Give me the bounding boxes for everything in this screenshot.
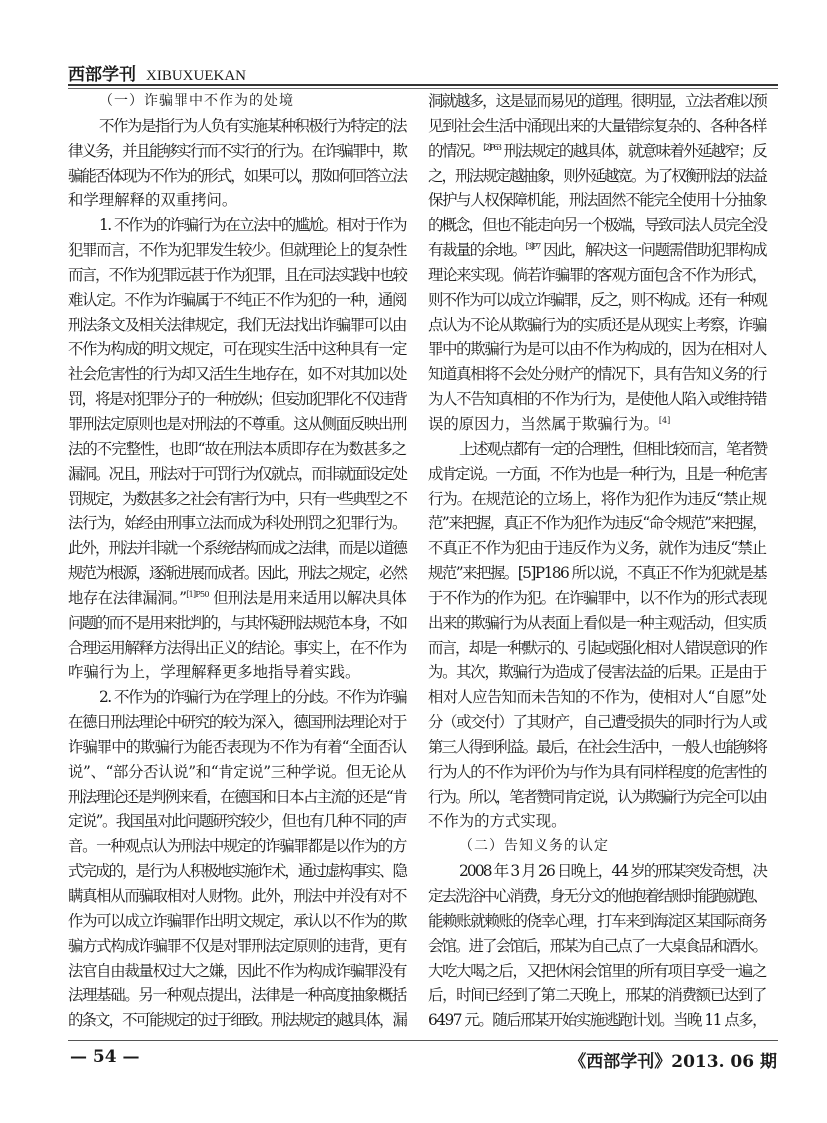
paragraph-line: [68, 586, 406, 611]
line-text: 有裁量的余地。: [428, 241, 526, 260]
line-content: 行为人的不作为评价为与作为具有同样程度的危害性的: [428, 762, 766, 781]
line-text: 但刑法是用来适用以解决具体: [208, 588, 406, 607]
right-column: [428, 89, 766, 1033]
paragraph-line: [428, 934, 766, 959]
paragraph-line: [68, 785, 406, 810]
paragraph-line: [68, 288, 406, 313]
paragraph-line: [68, 114, 406, 139]
paragraph-line: [428, 263, 766, 288]
paragraph-line: [68, 487, 406, 512]
paragraph-line: [428, 387, 766, 412]
paragraph-line: [428, 685, 766, 710]
paragraph-line: [428, 313, 766, 338]
paragraph-line: [428, 337, 766, 362]
line-content: 瞒真相从而骗取相对人财物。此外，刑法中并没有对不: [68, 887, 406, 905]
paragraph-line: [68, 884, 406, 909]
line-content: 大吃大喝之后，又把休闲会馆里的所有项目享受一遍之: [428, 961, 766, 980]
line-content: 会馆。进了会馆后，邢某为自己点了一大桌食品和酒水。: [428, 936, 766, 955]
line-content: 咋骗行为上，学理解释更多地指导着实践。: [68, 663, 361, 682]
paragraph-line: [428, 909, 766, 934]
line-text: 因此，解决这一问题需借助犯罪构成: [539, 241, 766, 260]
line-content: 漏洞。况且，刑法对于可罚行为仅就点，而非就面设定处: [68, 464, 406, 483]
line-content: 2008 年 3 月 26 日晚上，44 岁的邢某突发奇想，决: [459, 862, 766, 881]
line-content: 不作为是指行为人负有实施某种积极行为特定的法: [99, 116, 406, 135]
paragraph-line: [428, 809, 766, 834]
line-content: 法行为，始经由刑事立法而成为科处刑罚之犯罪行为。: [68, 514, 406, 533]
line-content: [428, 142, 766, 160]
line-content: [428, 241, 766, 259]
journal-name-cn: 西部学刊: [68, 65, 136, 85]
citation-superscript: [1]P50: [186, 589, 209, 599]
paragraph-line: [68, 437, 406, 462]
line-content: 罪刑法定原则也是对刑法的不尊重。这从侧面反映出刑: [68, 414, 406, 433]
line-content: 行为。所以，笔者赞同肯定说，认为欺骗行为完全可以由: [428, 787, 766, 806]
paragraph-line: [428, 710, 766, 735]
paragraph-line: [68, 188, 406, 213]
paragraph-line: [428, 511, 766, 536]
paragraph-line: [68, 213, 406, 238]
paragraph-line: [428, 636, 766, 661]
citation-superscript: [4]: [658, 415, 671, 425]
paragraph-line: [428, 188, 766, 213]
line-content: 问题的而不是用来批判的，与其怀疑刑法规范本身，不如: [68, 613, 406, 632]
section-heading: [428, 834, 766, 859]
line-content: [428, 415, 670, 433]
paragraph-line: [68, 139, 406, 164]
line-content: [68, 589, 406, 607]
line-text: 的情况。: [428, 141, 484, 160]
paragraph-line: [428, 785, 766, 810]
line-content: 之，刑法规定越抽象，则外延越宽。为了权衡刑法的法益: [428, 166, 766, 185]
paragraph-line: [428, 884, 766, 909]
line-content: 2. 不作为的诈骗行为在学理上的分歧。不作为诈骗: [99, 688, 406, 707]
paragraph-line: [68, 809, 406, 834]
line-content: （一）诈骗罪中不作为的处境: [99, 93, 294, 109]
line-content: 规范为根源，逐渐进展而成者。因此，刑法之规定，必然: [68, 564, 406, 583]
line-content: 作为可以成立诈骗罪作出明文规定，承认以不作为的欺: [68, 911, 406, 930]
line-content: 规范”来把握。[5]P186 所以说，不真正不作为犯就是基: [428, 564, 766, 583]
line-content: 后，时间已经到了第二天晚上，邢某的消费额已达到了: [428, 986, 766, 1005]
line-content: 式完成的，是行为人积极地实施诈术，通过虚构事实、隐: [68, 862, 406, 881]
paragraph-line: [428, 139, 766, 164]
line-content: 不作为的方式实现。: [428, 812, 567, 831]
paragraph-line: [428, 487, 766, 512]
paragraph-line: [68, 462, 406, 487]
footer-rule: [68, 1040, 778, 1041]
line-text: 地存在法律漏洞。”: [68, 588, 187, 607]
paragraph-line: [68, 1008, 406, 1033]
paragraph-line: [68, 164, 406, 189]
paragraph-line: [428, 288, 766, 313]
paragraph-line: [68, 313, 406, 338]
line-content: 则不作为可以成立诈骗罪，反之，则不构成。还有一种观: [428, 290, 766, 309]
line-content: 骗能否体现为不作为的形式，如果可以，那如何回答立法: [68, 166, 406, 185]
paragraph-line: [68, 611, 406, 636]
line-content: 出来的欺骗行为从表面上看似是一种主观活动，但实质: [428, 613, 766, 632]
line-content: 犯罪而言，不作为犯罪发生较少。但就理论上的复杂性: [68, 241, 406, 260]
line-text: 误的原因力，当然属于欺骗行为。: [428, 414, 659, 433]
line-content: 洞就越多，这是显而易见的道理。很明显，立法者难以预: [428, 92, 766, 110]
line-content: 诈骗罪中的欺骗行为能否表现为不作为有着“全面否认: [68, 737, 406, 756]
line-content: 说”、“部分否认说”和“肯定说”三种学说。但无论从: [68, 762, 406, 781]
paragraph-line: [428, 959, 766, 984]
paragraph-line: [68, 536, 406, 561]
paragraph-line: [68, 859, 406, 884]
paragraph-line: [68, 735, 406, 760]
paragraph-line: [428, 760, 766, 785]
paragraph-line: [428, 859, 766, 884]
line-content: 行为。在规范论的立场上，将作为犯作为违反“禁止规: [428, 489, 766, 508]
paragraph-line: [428, 238, 766, 263]
paragraph-line: [428, 586, 766, 611]
header-rule: [68, 84, 778, 86]
paragraph-line: [428, 1008, 766, 1033]
line-content: 定说”。我国虽对此问题研究较少，但也有几种不同的声: [68, 812, 406, 831]
line-content: 罪中的欺骗行为是可以由不作为构成的，因为在相对人: [428, 340, 766, 359]
line-content: 成肯定说。一方面，不作为也是一种行为，且是一种危害: [428, 464, 766, 483]
paragraph-line: [428, 437, 766, 462]
paragraph-line: [68, 710, 406, 735]
line-content: 相对人应告知而未告知的不作为，使相对人“自愿”处: [428, 688, 766, 707]
paragraph-line: [428, 213, 766, 238]
line-content: 不真正不作为犯由于违反作为义务，就作为违反“禁止: [428, 539, 766, 558]
paragraph-line: [428, 462, 766, 487]
line-content: 分（或交付）了其财产，自己遭受损失的同时行为人或: [428, 713, 766, 732]
paragraph-line: [68, 934, 406, 959]
left-column: [68, 89, 406, 1033]
line-content: 法理基础。另一种观点提出，法律是一种高度抽象概括: [68, 986, 406, 1005]
line-content: 定去洗浴中心消费，身无分文的他抱着结账时能跑就跑、: [428, 887, 766, 905]
page-number: — 54 —: [70, 1047, 140, 1067]
line-content: 和学理解释的双重拷问。: [68, 191, 238, 210]
paragraph-line: [68, 760, 406, 785]
paragraph-line: [68, 959, 406, 984]
line-content: 点认为不论从欺骗行为的实质还是从现实上考察，诈骗: [428, 315, 766, 334]
paragraph-line: [68, 834, 406, 859]
journal-issue: 《西部学刊》2013. 06 期: [569, 1052, 777, 1072]
line-content: 在德日刑法理论中研究的较为深入，德国刑法理论对于: [68, 713, 406, 732]
line-content: 第三人得到利益。最后，在社会生活中，一般人也能够将: [428, 737, 766, 756]
line-content: 而言，不作为犯罪远甚于作为犯罪，且在司法实践中也较: [68, 265, 406, 284]
paragraph-line: [68, 238, 406, 263]
line-content: 刑法条文及相关法律规定，我们无法找出诈骗罪可以由: [68, 315, 406, 334]
line-content: 知道真相将不会处分财产的情况下，具有告知义务的行: [428, 365, 766, 384]
line-content: 合理运用解释方法得出正义的结论。事实上，在不作为: [68, 638, 406, 657]
line-content: 6497 元。随后邢某开始实施逃跑计划。当晚 11 点多，: [428, 1011, 766, 1030]
paragraph-line: [428, 164, 766, 189]
line-content: 1. 不作为的诈骗行为在立法中的尴尬。相对于作为: [99, 216, 406, 235]
line-content: 骗方式构成诈骗罪不仅是对罪刑法定原则的违背，更有: [68, 936, 406, 955]
paragraph-line: [68, 636, 406, 661]
line-content: 法官自由裁量权过大之嫌，因此不作为构成诈骗罪没有: [68, 961, 406, 980]
line-text: 刑法规定的越具体，就意味着外延越窄；反: [500, 141, 766, 160]
line-content: 律义务，并且能够实行而不实行的行为。在诈骗罪中，欺: [68, 141, 406, 160]
paragraph-line: [428, 412, 766, 437]
paragraph-line: [428, 561, 766, 586]
line-content: 理论来实现。倘若诈骗罪的客观方面包含不作为形式，: [428, 265, 766, 284]
paragraph-line: [428, 735, 766, 760]
line-content: 社会危害性的行为却又活生生地存在，如不对其加以处: [68, 365, 406, 384]
section-heading: [68, 89, 406, 114]
paragraph-line: [68, 263, 406, 288]
paragraph-line: [428, 89, 766, 114]
line-content: 范”来把握，真正不作为犯作为违反“命令规范”来把握，: [428, 514, 766, 533]
line-content: 见到社会生活中涌现出来的大量错综复杂的、各种各样: [428, 116, 766, 135]
running-header: [68, 60, 778, 85]
paragraph-line: [68, 561, 406, 586]
paragraph-line: [68, 660, 406, 685]
line-content: 为。其次，欺骗行为造成了侵害法益的后果。正是由于: [428, 663, 766, 682]
paragraph-line: [428, 660, 766, 685]
line-content: 法的不完整性，也即“故在刑法本质即存在为数甚多之: [68, 439, 406, 458]
line-content: 的条文，不可能规定的过于细致。刑法规定的越具体，漏: [68, 1011, 406, 1030]
paragraph-line: [68, 685, 406, 710]
paragraph-line: [68, 362, 406, 387]
paragraph-line: [68, 387, 406, 412]
paragraph-line: [68, 337, 406, 362]
line-content: 于不作为的作为犯。在诈骗罪中，以不作为的形式表现: [428, 588, 766, 607]
paragraph-line: [428, 983, 766, 1008]
journal-name-en: XIBUXUEKAN: [146, 68, 246, 84]
line-content: 罚，将是对犯罪分子的一种放纵；但妄加犯罪化不仅违背: [68, 390, 406, 409]
line-content: 能赖账就赖账的侥幸心理，打车来到海淀区某国际商务: [428, 911, 766, 930]
line-content: 上述观点都有一定的合理性，但相比较而言，笔者赞: [459, 439, 766, 458]
line-content: 刑法理论还是判例来看，在德国和日本占主流的还是“肯: [68, 787, 406, 806]
paragraph-line: [68, 511, 406, 536]
line-content: 保护与人权保障机能，刑法固然不能完全使用十分抽象: [428, 191, 766, 210]
paragraph-line: [428, 114, 766, 139]
paragraph-line: [68, 983, 406, 1008]
paragraph-line: [428, 536, 766, 561]
paragraph-line: [68, 909, 406, 934]
citation-superscript: [2]P63: [483, 142, 501, 152]
line-content: 此外，刑法并非就一个系统结构而成之法律，而是以道德: [68, 539, 406, 558]
line-content: 音。一种观点认为刑法中规定的诈骗罪都是以作为的方: [68, 837, 406, 856]
line-content: 罚规定，为数甚多之社会有害行为中，只有一些典型之不: [68, 489, 406, 508]
citation-superscript: [3]P7: [525, 242, 540, 252]
paragraph-line: [428, 362, 766, 387]
line-content: 为人不告知真相的不作为行为，是使他人陷入或维持错: [428, 390, 766, 409]
line-content: 不作为构成的明文规定，可在现实生活中这种具有一定: [68, 340, 406, 359]
line-content: 的概念，但也不能走向另一个极端，导致司法人员完全没: [428, 216, 766, 235]
paragraph-line: [428, 611, 766, 636]
paragraph-line: [68, 412, 406, 437]
line-content: 难认定。不作为诈骗属于不纯正不作为犯的一种，通阅: [68, 290, 406, 309]
line-content: 而言，却是一种默示的、引起或强化相对人错误意识的作: [428, 638, 766, 657]
line-content: （二）告知义务的认定: [459, 838, 609, 855]
